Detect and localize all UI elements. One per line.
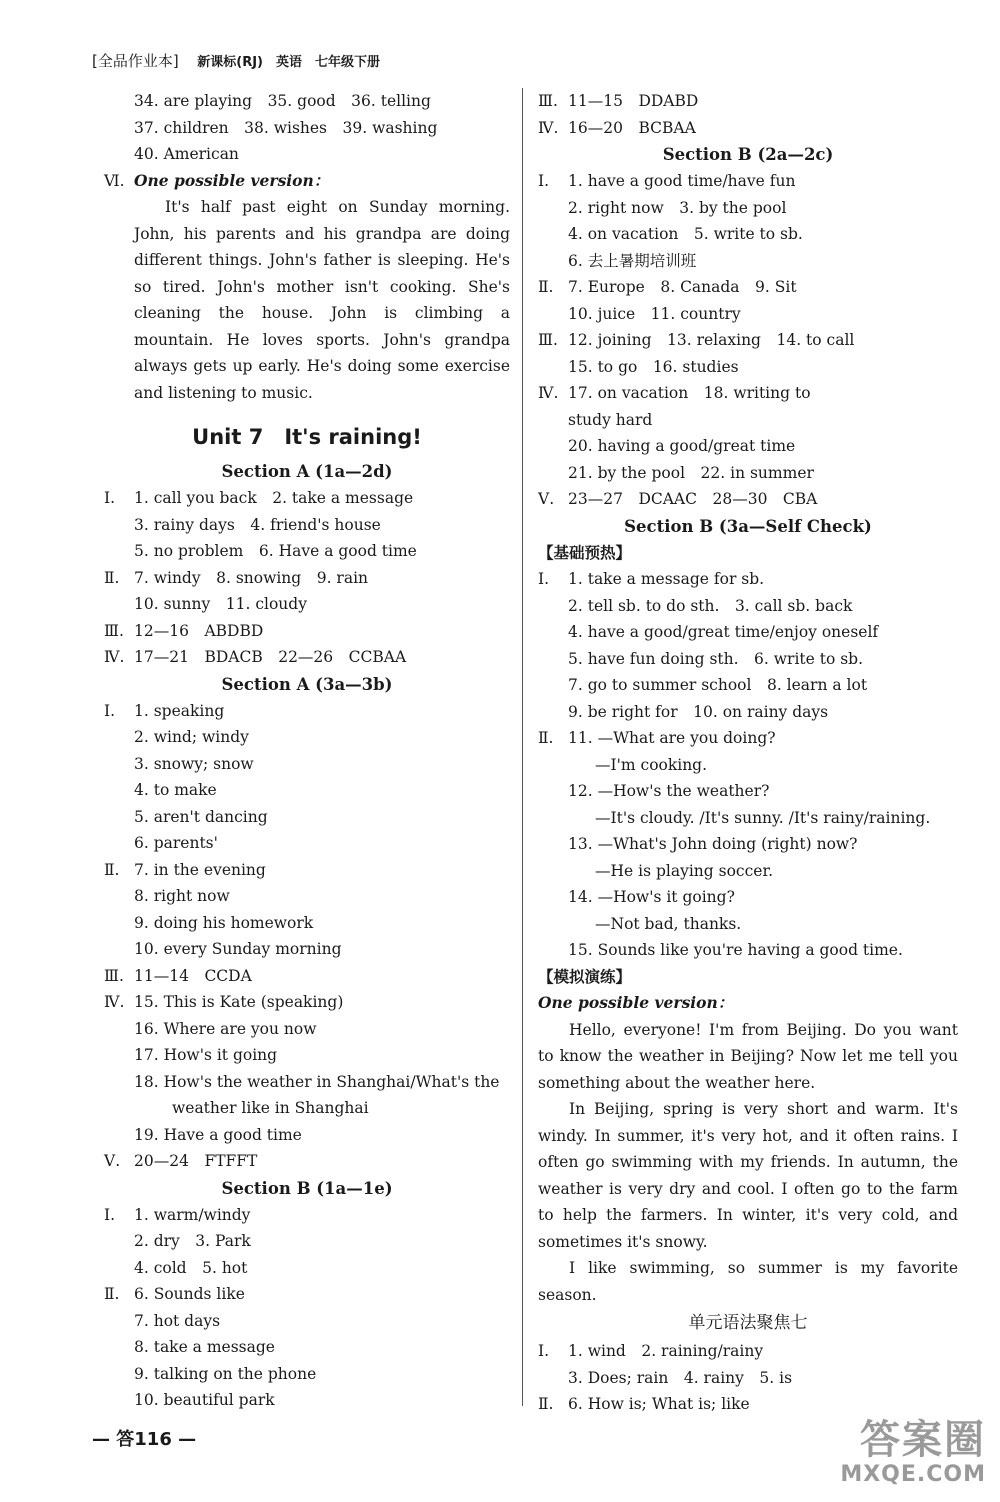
answer-line: 5. aren't dancing xyxy=(134,807,268,826)
answer-line: study hard xyxy=(568,410,653,429)
answer-text: 17—21 BDACB 22—26 CCBAA xyxy=(134,648,407,666)
answer-line xyxy=(104,1281,510,1308)
answer-line: 3. snowy; snow xyxy=(134,754,254,773)
answer-line: 2. right now 3. by the pool xyxy=(568,198,787,217)
watermark-url: MXQE.COM xyxy=(840,1462,986,1487)
answer-line: 18. How's the weather in Shanghai/What's the xyxy=(134,1072,500,1091)
answer-line: —It's cloudy. /It's sunny. /It's rainy/raining. xyxy=(595,808,931,827)
answer-line xyxy=(538,566,958,593)
answer-text: 23—27 DCAAC 28—30 CBA xyxy=(568,490,818,508)
answer-text: 6. Sounds like xyxy=(134,1285,245,1303)
section-title: Section A (1a—2d) xyxy=(221,462,393,481)
answer-line: —Not bad, thanks. xyxy=(595,914,742,933)
answer-line xyxy=(104,644,510,671)
answer-text: 11—14 CCDA xyxy=(134,966,252,985)
roman-numeral: Ⅵ. xyxy=(104,171,125,190)
answer-line xyxy=(104,565,510,592)
book-meta: 新课标(RJ) 英语 七年级下册 xyxy=(197,55,380,70)
answer-line: 37. children 38. wishes 39. washing xyxy=(134,118,438,137)
roman-numeral: Ⅴ. xyxy=(104,1152,121,1170)
answer-line: 3. rainy days 4. friend's house xyxy=(134,515,381,534)
roman-numeral: Ⅲ. xyxy=(104,621,124,640)
answer-line xyxy=(104,168,510,195)
answer-line: 4. to make xyxy=(134,781,217,799)
roman-numeral: Ⅳ. xyxy=(538,384,559,402)
roman-numeral: Ⅱ. xyxy=(104,860,120,879)
sample-essay: It's half past eight on Sunday morning. John, his parents and his grandpa are doing different things. John's father is sleeping. He's so tired. John's mother isn't cooking. She's cleaning the house. John is climbing a mountain. He loves sports. John's grandpa always gets up early. He's doing some exercise and listening to music. xyxy=(134,198,510,402)
answer-line xyxy=(104,857,510,884)
answer-line: 19. Have a good time xyxy=(134,1125,302,1144)
answer-line: 9. be right for 10. on rainy days xyxy=(568,702,829,721)
answer-line: 12. —How's the weather? xyxy=(568,782,770,800)
roman-numeral: Ⅳ. xyxy=(104,648,125,666)
roman-numeral: Ⅲ. xyxy=(104,966,124,985)
version-label: One possible version： xyxy=(134,170,330,190)
essay-paragraph: In Beijing, spring is very short and warm. It's windy. In summer, it's very hot, and it often rains. I often go swimming with my friends. In autumn, the weather is very dry and cool. I often go to the farm to help the farmers. In winter, it's very cold, and sometimes it's snowy. xyxy=(538,1100,958,1251)
roman-numeral: Ⅱ. xyxy=(538,729,554,747)
answer-line: —I'm cooking. xyxy=(595,755,708,774)
answer-line xyxy=(538,486,958,513)
answer-line xyxy=(538,327,958,354)
answer-line: 7. hot days xyxy=(134,1311,221,1330)
book-brand: [全品作业本] xyxy=(92,52,179,70)
right-column xyxy=(538,88,958,1418)
answer-line: 15. to go 16. studies xyxy=(568,357,739,376)
answer-line: 6. parents' xyxy=(134,834,218,852)
answer-line xyxy=(104,1202,510,1229)
roman-numeral: Ⅰ. xyxy=(104,701,116,720)
subsection-heading: 【基础预热】 xyxy=(538,542,632,562)
essay-paragraph: Hello, everyone! I'm from Beijing. Do you want to know the weather in Beijing? Now let me tell you something about the weather here. xyxy=(538,1020,958,1092)
roman-numeral: Ⅱ. xyxy=(104,568,120,587)
section-title: Section A (3a—3b) xyxy=(221,674,393,694)
answer-line xyxy=(538,115,958,142)
unit-title: Unit 7 It's raining! xyxy=(192,425,422,449)
roman-numeral: Ⅰ. xyxy=(104,1205,116,1224)
answer-line xyxy=(538,168,958,195)
grammar-title: 单元语法聚焦七 xyxy=(688,1313,808,1333)
answer-line: 7. go to summer school 8. learn a lot xyxy=(568,676,868,694)
section-title: Section B (3a—Self Check) xyxy=(624,516,872,536)
answer-text: 20—24 FTFFT xyxy=(134,1152,258,1170)
answer-line xyxy=(104,963,510,990)
answer-line: 2. dry 3. Park xyxy=(134,1232,251,1250)
answer-text: 6. How is; What is; like xyxy=(568,1395,750,1413)
answer-text: 7. Europe 8. Canada 9. Sit xyxy=(568,278,797,296)
roman-numeral: Ⅴ. xyxy=(538,490,555,508)
answer-line: 14. —How's it going? xyxy=(568,888,735,906)
answer-line xyxy=(104,485,510,512)
answer-line: 15. Sounds like you're having a good time. xyxy=(568,941,903,959)
answer-text: 11. —What are you doing? xyxy=(568,729,776,747)
roman-numeral: Ⅲ. xyxy=(538,331,558,349)
answer-line: —He is playing soccer. xyxy=(595,861,774,880)
roman-numeral: Ⅱ. xyxy=(104,1285,120,1303)
answer-line xyxy=(104,989,510,1016)
answer-line: 8. take a message xyxy=(134,1338,275,1356)
column-divider xyxy=(522,88,523,1406)
watermark-logo: 答案圈 xyxy=(860,1417,986,1463)
roman-numeral: Ⅰ. xyxy=(104,489,116,507)
answer-text: 1. have a good time/have fun xyxy=(568,172,796,190)
answer-text: 1. call you back 2. take a message xyxy=(134,489,414,507)
subsection-heading: 【模拟演练】 xyxy=(538,966,632,986)
answer-text: 7. windy 8. snowing 9. rain xyxy=(134,568,369,587)
answer-line xyxy=(538,88,958,115)
roman-numeral: Ⅳ. xyxy=(104,993,125,1011)
answer-line: 21. by the pool 22. in summer xyxy=(568,463,814,482)
answer-line: 2. wind; windy xyxy=(134,728,249,746)
answer-line: 9. doing his homework xyxy=(134,913,314,932)
answer-text: 1. wind 2. raining/rainy xyxy=(568,1342,764,1360)
answer-text: 12. joining 13. relaxing 14. to call xyxy=(568,331,855,349)
roman-numeral: Ⅲ. xyxy=(538,92,558,110)
answer-line: weather like in Shanghai xyxy=(172,1099,369,1117)
answer-line xyxy=(538,1391,958,1418)
answer-text: 16—20 BCBAA xyxy=(568,118,696,137)
answer-line: 2. tell sb. to do sth. 3. call sb. back xyxy=(568,596,853,615)
answer-text: 1. take a message for sb. xyxy=(568,570,765,588)
answer-text: 15. This is Kate (speaking) xyxy=(134,993,344,1011)
answer-line xyxy=(538,725,958,752)
answer-line: 9. talking on the phone xyxy=(134,1364,317,1383)
roman-numeral: Ⅳ. xyxy=(538,118,559,137)
answer-text: 12—16 ABDBD xyxy=(134,621,264,640)
answer-line: 8. right now xyxy=(134,887,230,905)
answer-line xyxy=(104,698,510,725)
answer-text: 1. speaking xyxy=(134,701,225,720)
left-column xyxy=(104,88,510,1414)
answer-line: 6. 去上暑期培训班 xyxy=(568,251,697,270)
roman-numeral: Ⅱ. xyxy=(538,1395,554,1413)
version-label: One possible version： xyxy=(538,993,734,1012)
answer-line: 40. American xyxy=(134,145,239,163)
answer-line: 17. How's it going xyxy=(134,1046,278,1064)
answer-line: 5. have fun doing sth. 6. write to sb. xyxy=(568,649,864,668)
answer-line: 4. cold 5. hot xyxy=(134,1258,248,1277)
answer-line xyxy=(104,1148,510,1175)
roman-numeral: Ⅰ. xyxy=(538,1342,550,1360)
answer-line: 20. having a good/great time xyxy=(568,437,796,455)
roman-numeral: Ⅰ. xyxy=(538,172,550,190)
answer-line: 4. on vacation 5. write to sb. xyxy=(568,225,803,243)
answer-line: 34. are playing 35. good 36. telling xyxy=(134,92,431,110)
answer-line xyxy=(538,380,958,407)
section-title: Section B (2a—2c) xyxy=(662,145,834,164)
answer-line: 10. juice 11. country xyxy=(568,304,741,323)
answer-line: 4. have a good/great time/enjoy oneself xyxy=(568,623,879,641)
page-header xyxy=(92,50,380,71)
answer-text: 1. warm/windy xyxy=(134,1205,251,1224)
answer-line xyxy=(538,274,958,301)
roman-numeral: Ⅱ. xyxy=(538,278,554,296)
essay-paragraph: I like swimming, so summer is my favorite season. xyxy=(538,1259,958,1304)
page-number: — 答116 — xyxy=(92,1429,197,1450)
answer-line: 13. —What's John doing (right) now? xyxy=(568,835,858,853)
answer-line: 10. beautiful park xyxy=(134,1391,275,1409)
answer-line: 5. no problem 6. Have a good time xyxy=(134,542,417,560)
answer-line: 10. sunny 11. cloudy xyxy=(134,595,307,613)
answer-line xyxy=(104,618,510,645)
answer-line xyxy=(538,1338,958,1365)
answer-text: 17. on vacation 18. writing to xyxy=(568,384,811,402)
answer-line: 10. every Sunday morning xyxy=(134,940,342,958)
watermark xyxy=(840,1418,986,1487)
roman-numeral: Ⅰ. xyxy=(538,570,550,588)
answer-line: 16. Where are you now xyxy=(134,1019,317,1038)
answer-text: 7. in the evening xyxy=(134,860,266,879)
answer-text: 11—15 DDABD xyxy=(568,92,699,110)
answer-line: 3. Does; rain 4. rainy 5. is xyxy=(568,1368,793,1387)
section-title: Section B (1a—1e) xyxy=(221,1178,393,1198)
